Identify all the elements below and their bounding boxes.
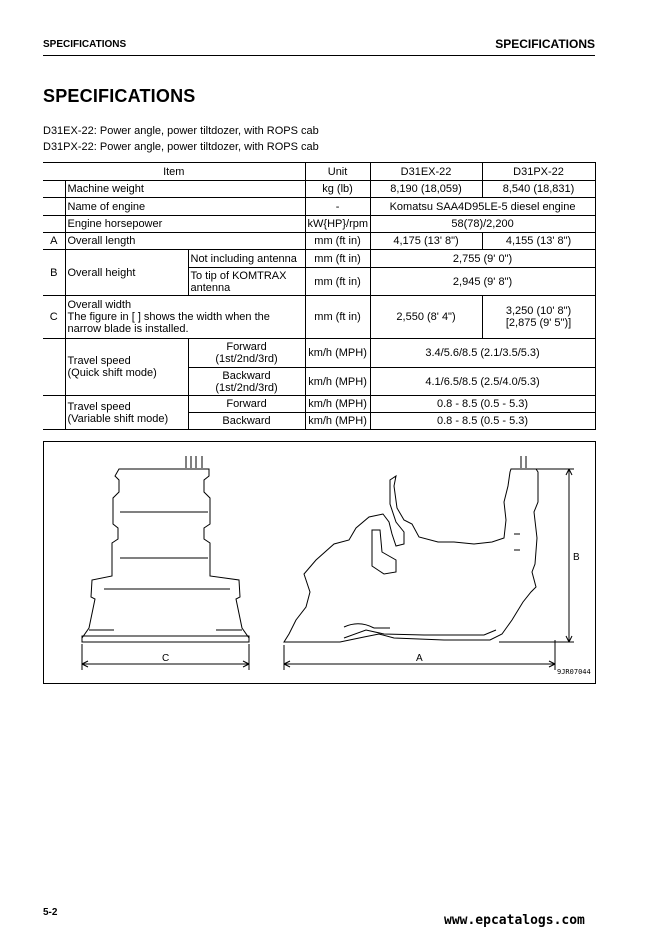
table-row [43, 250, 595, 268]
row-label [65, 296, 305, 339]
dimension-label-b: B [573, 552, 580, 563]
side-view-outline [284, 456, 538, 642]
row-label: Overall height [65, 250, 188, 296]
row-value: 2,945 (9' 8") [370, 268, 595, 296]
row-value: 2,755 (9' 0") [370, 250, 595, 268]
row-unit: km/h (MPH) [305, 339, 370, 368]
sublabel-line: To tip of KOMTRAX [190, 269, 287, 282]
header-unit: Unit [305, 163, 370, 181]
row-value: 8,540 (18,831) [482, 181, 595, 198]
row-unit: km/h (MPH) [305, 396, 370, 413]
row-key: A [43, 233, 65, 250]
row-label: Machine weight [65, 181, 305, 198]
site-watermark: www.epcatalogs.com [444, 913, 585, 928]
front-view-outline [82, 456, 249, 642]
value-line: [2,875 (9' 5")] [505, 317, 572, 329]
label-line: (Variable shift mode) [67, 412, 169, 425]
row-unit: km/h (MPH) [305, 368, 370, 396]
row-value: Komatsu SAA4D95LE-5 diesel engine [370, 198, 595, 216]
table-row [43, 181, 595, 198]
figure-id: 9JR07044 [557, 668, 591, 676]
label-line: Travel speed [67, 400, 131, 413]
row-sublabel: Not including antenna [188, 250, 305, 268]
row-unit: - [305, 198, 370, 216]
table-row [43, 396, 595, 413]
row-value: 58(78)/2,200 [370, 216, 595, 233]
row-label [65, 339, 188, 396]
dimension-drawing [43, 441, 596, 684]
label-line: (Quick shift mode) [67, 367, 157, 379]
row-value [482, 296, 595, 339]
page-number: 5-2 [43, 907, 58, 918]
row-sublabel [188, 368, 305, 396]
spec-table [43, 162, 596, 430]
row-key: C [43, 296, 65, 339]
row-value: 3.4/5.6/8.5 (2.1/3.5/5.3) [370, 339, 595, 368]
sublabel-line: Forward [226, 341, 267, 353]
sublabel-line: (1st/2nd/3rd) [215, 381, 278, 394]
page-title: SPECIFICATIONS [43, 86, 196, 106]
label-line: Overall width [67, 299, 132, 311]
row-value: 2,550 (8' 4") [370, 296, 482, 339]
sublabel-line: Backward [222, 369, 271, 382]
row-unit: mm (ft in) [305, 268, 370, 296]
header-right: SPECIFICATIONS [495, 37, 595, 51]
row-unit: kg (lb) [305, 181, 370, 198]
table-row [43, 339, 595, 368]
row-label: Name of engine [65, 198, 305, 216]
header-rule [43, 55, 595, 56]
row-label [65, 396, 188, 430]
row-value: 4,155 (13' 8") [482, 233, 595, 250]
header-left: SPECIFICATIONS [43, 39, 127, 50]
row-sublabel [188, 339, 305, 368]
dozer-line-drawing [44, 442, 595, 683]
subtitle-ex: D31EX-22: Power angle, power tiltdozer, with ROPS cab [43, 125, 319, 137]
label-line: The figure in [ ] shows the width when the [67, 311, 270, 323]
header-item: Item [43, 163, 305, 181]
row-value: 4.1/6.5/8.5 (2.5/4.0/5.3) [370, 368, 595, 396]
table-row [43, 233, 595, 250]
value-line: 3,250 (10' 8") [505, 305, 572, 317]
row-key: B [43, 250, 65, 296]
row-value: 4,175 (13' 8") [370, 233, 482, 250]
header-model2: D31PX-22 [482, 163, 595, 181]
dimension-lines [82, 469, 574, 670]
table-header-row [43, 163, 595, 181]
sublabel-line: antenna [190, 281, 231, 294]
row-unit: mm (ft in) [305, 250, 370, 268]
row-value: 8,190 (18,059) [370, 181, 482, 198]
row-unit: kW{HP}/rpm [305, 216, 370, 233]
dimension-label-a: A [416, 653, 423, 664]
table-row [43, 198, 595, 216]
table-row [43, 216, 595, 233]
row-label: Engine horsepower [65, 216, 305, 233]
row-value: 0.8 - 8.5 (0.5 - 5.3) [370, 396, 595, 413]
dimension-label-c: C [162, 653, 170, 664]
label-line: Travel speed [67, 355, 131, 367]
label-line: narrow blade is installed. [67, 323, 189, 335]
row-value: 0.8 - 8.5 (0.5 - 5.3) [370, 413, 595, 430]
row-unit: km/h (MPH) [305, 413, 370, 430]
row-unit: mm (ft in) [305, 233, 370, 250]
row-sublabel: Forward [188, 396, 305, 413]
row-unit: mm (ft in) [305, 296, 370, 339]
row-sublabel: Backward [188, 413, 305, 430]
subtitle-px: D31PX-22: Power angle, power tiltdozer, with ROPS cab [43, 141, 319, 153]
row-sublabel [188, 268, 305, 296]
row-label: Overall length [65, 233, 305, 250]
sublabel-line: (1st/2nd/3rd) [215, 353, 278, 365]
table-row [43, 296, 595, 339]
header-model1: D31EX-22 [370, 163, 482, 181]
